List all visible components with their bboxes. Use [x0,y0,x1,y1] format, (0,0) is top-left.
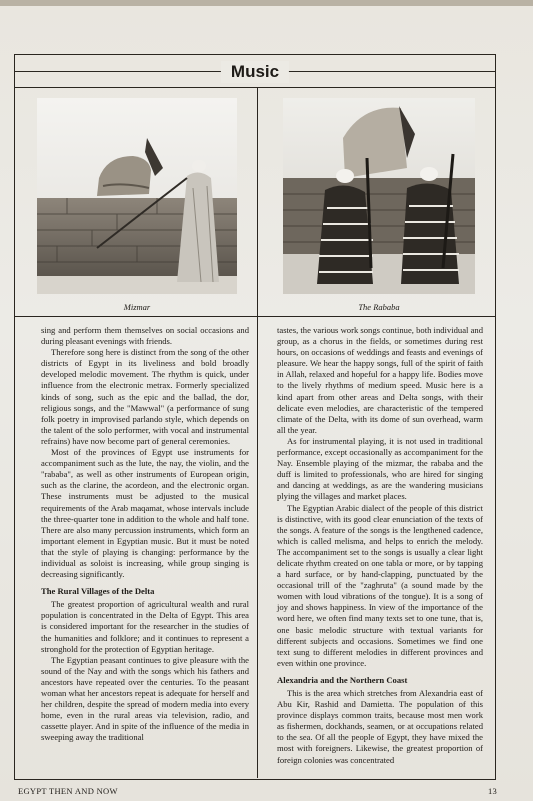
photo-caption-mizmar: Mizmar [123,302,151,312]
paragraph: The Egyptian Arabic dialect of the people of this district is distinctive, with its good clear enunciation of the texts of the songs. A feature of the songs is the lengthened cadence, which is called melisma, and helps to enrich the melody. The accompaniment set to the songs is usually a clear light delicate rhythm created on one tabla or more, or by tapping a hard surface, or by hand-clapping, punctuated by the occasional trill of the "zaghruta" (a sound made by the women with loud vibrations of the tongue). It is a song of joy and shows happiness. In view of the importance of the word here, we often find many texts set to one tune, that is, one basic melodic structure with textual variants for different subjects and occasions. Sometimes we find one text sung to different melodies in different provinces and even within one province. [277,502,483,668]
content-frame [14,54,496,780]
right-text-column [277,325,483,766]
rababa-photo [283,98,475,294]
photo-row [15,88,495,317]
paragraph: Most of the provinces of Egypt use instruments for accompaniment such as the lute, the nay, the violin, and the "rababa", as well as other instruments of European origin, such as the clarine, the acordeon, and the electronic organ. These instruments must be adjusted to the musical requirements of the Arab maqamat, whose intervals include the three-quarter tone in addition to the whole and half tone. There are also many percussion instruments, which form an important element in Egyptian music. But it must be noted that the style of playing is changing: performance by the individual as soloist is increasing, while group singing is decreasing significantly. [41,447,249,580]
mizmar-photo [37,98,237,294]
paragraph: This is the area which stretches from Alexandria east of Abu Kir, Rashid and Damietta. The population of this province displays common traits, because most men work as fishermen, dockhands, seamen, or at occupations related to the sea. Of all the people of Egypt, they have mixed the most with foreigners. Likewise, the greatest proportion of foreign colonies was concentrated [277,688,483,765]
page-title: Music [221,61,289,83]
paragraph: Therefore song here is distinct from the song of the other districts of Egypt in its liveliness and bold broadly developed melodic movement. The rhythm is quick, under influence from the electronic metrax. Formerly specialized kinds of song, such as the epic and the ballad, the dor, religious songs, and the "Mawwal" (a performance of sung folk poetry in improvised parlando style, which depends on the talent of the solo performer, with vocal and instrumental refrains) have now become part of general ceremonies. [41,347,249,446]
photo-caption-rababa: The Rababa [358,302,400,312]
left-text-column [41,325,249,743]
footer-publication: EGYPT THEN AND NOW [18,786,118,796]
sphinx-musicians-photo-icon [283,98,475,294]
footer-page-number: 13 [488,786,498,796]
paragraph: The Egyptian peasant continues to give pleasure with the sound of the Nay and with the songs which his fathers and ancestors have repeated over the centuries. To the peasant woman what her ancestors repeat is adequate for herself and her children, despite the spread of modern media into every home, even in the rural areas via television, radio, and cassette player. And in spite of the influence of the media in sweeping away the traditional [41,654,249,743]
paragraph: As for instrumental playing, it is not used in traditional performance, except occasionally as accompaniment for the Nay. Ensemble playing of the mizmar, the rababa and the duff is limited to professionals, who are hired for singing and dancing at weddings, as are the wandering musicians plying the villages and market places. [277,435,483,502]
section-heading-alexandria: Alexandria and the Northern Coast [277,674,408,685]
sphinx-musician-photo-icon [37,98,237,294]
paragraph: The greatest proportion of agricultural wealth and rural population is concentrated in the Delta of Egypt. This area is considered important for the researcher in the studies of the humanities and folklore; and it continues to represent a stronghold for the protection of Egyptian heritage. [41,599,249,654]
paragraph: tastes, the various work songs continue, both individual and group, as a chorus in the fields, or sometimes during rest hours, on occasions of weddings and feasts and evenings of pleasure. We hear the happy songs, full of the spirit of faith in Allah, relaxed and hopeful for a happy life. Bodies move to the lively rhythms of medium speed. Music here is a kind apart from other areas and Delta songs, with their delicate even melodies, are characteristic of the tempered climate of the Delta, with its dome of sun overhead, warm all the year. [277,325,483,435]
title-band [15,55,495,87]
paragraph: sing and perform them themselves on social occasions and during pleasant evenings with friends. [41,325,249,347]
section-heading-delta: The Rural Villages of the Delta [41,586,155,597]
column-divider [257,88,258,778]
